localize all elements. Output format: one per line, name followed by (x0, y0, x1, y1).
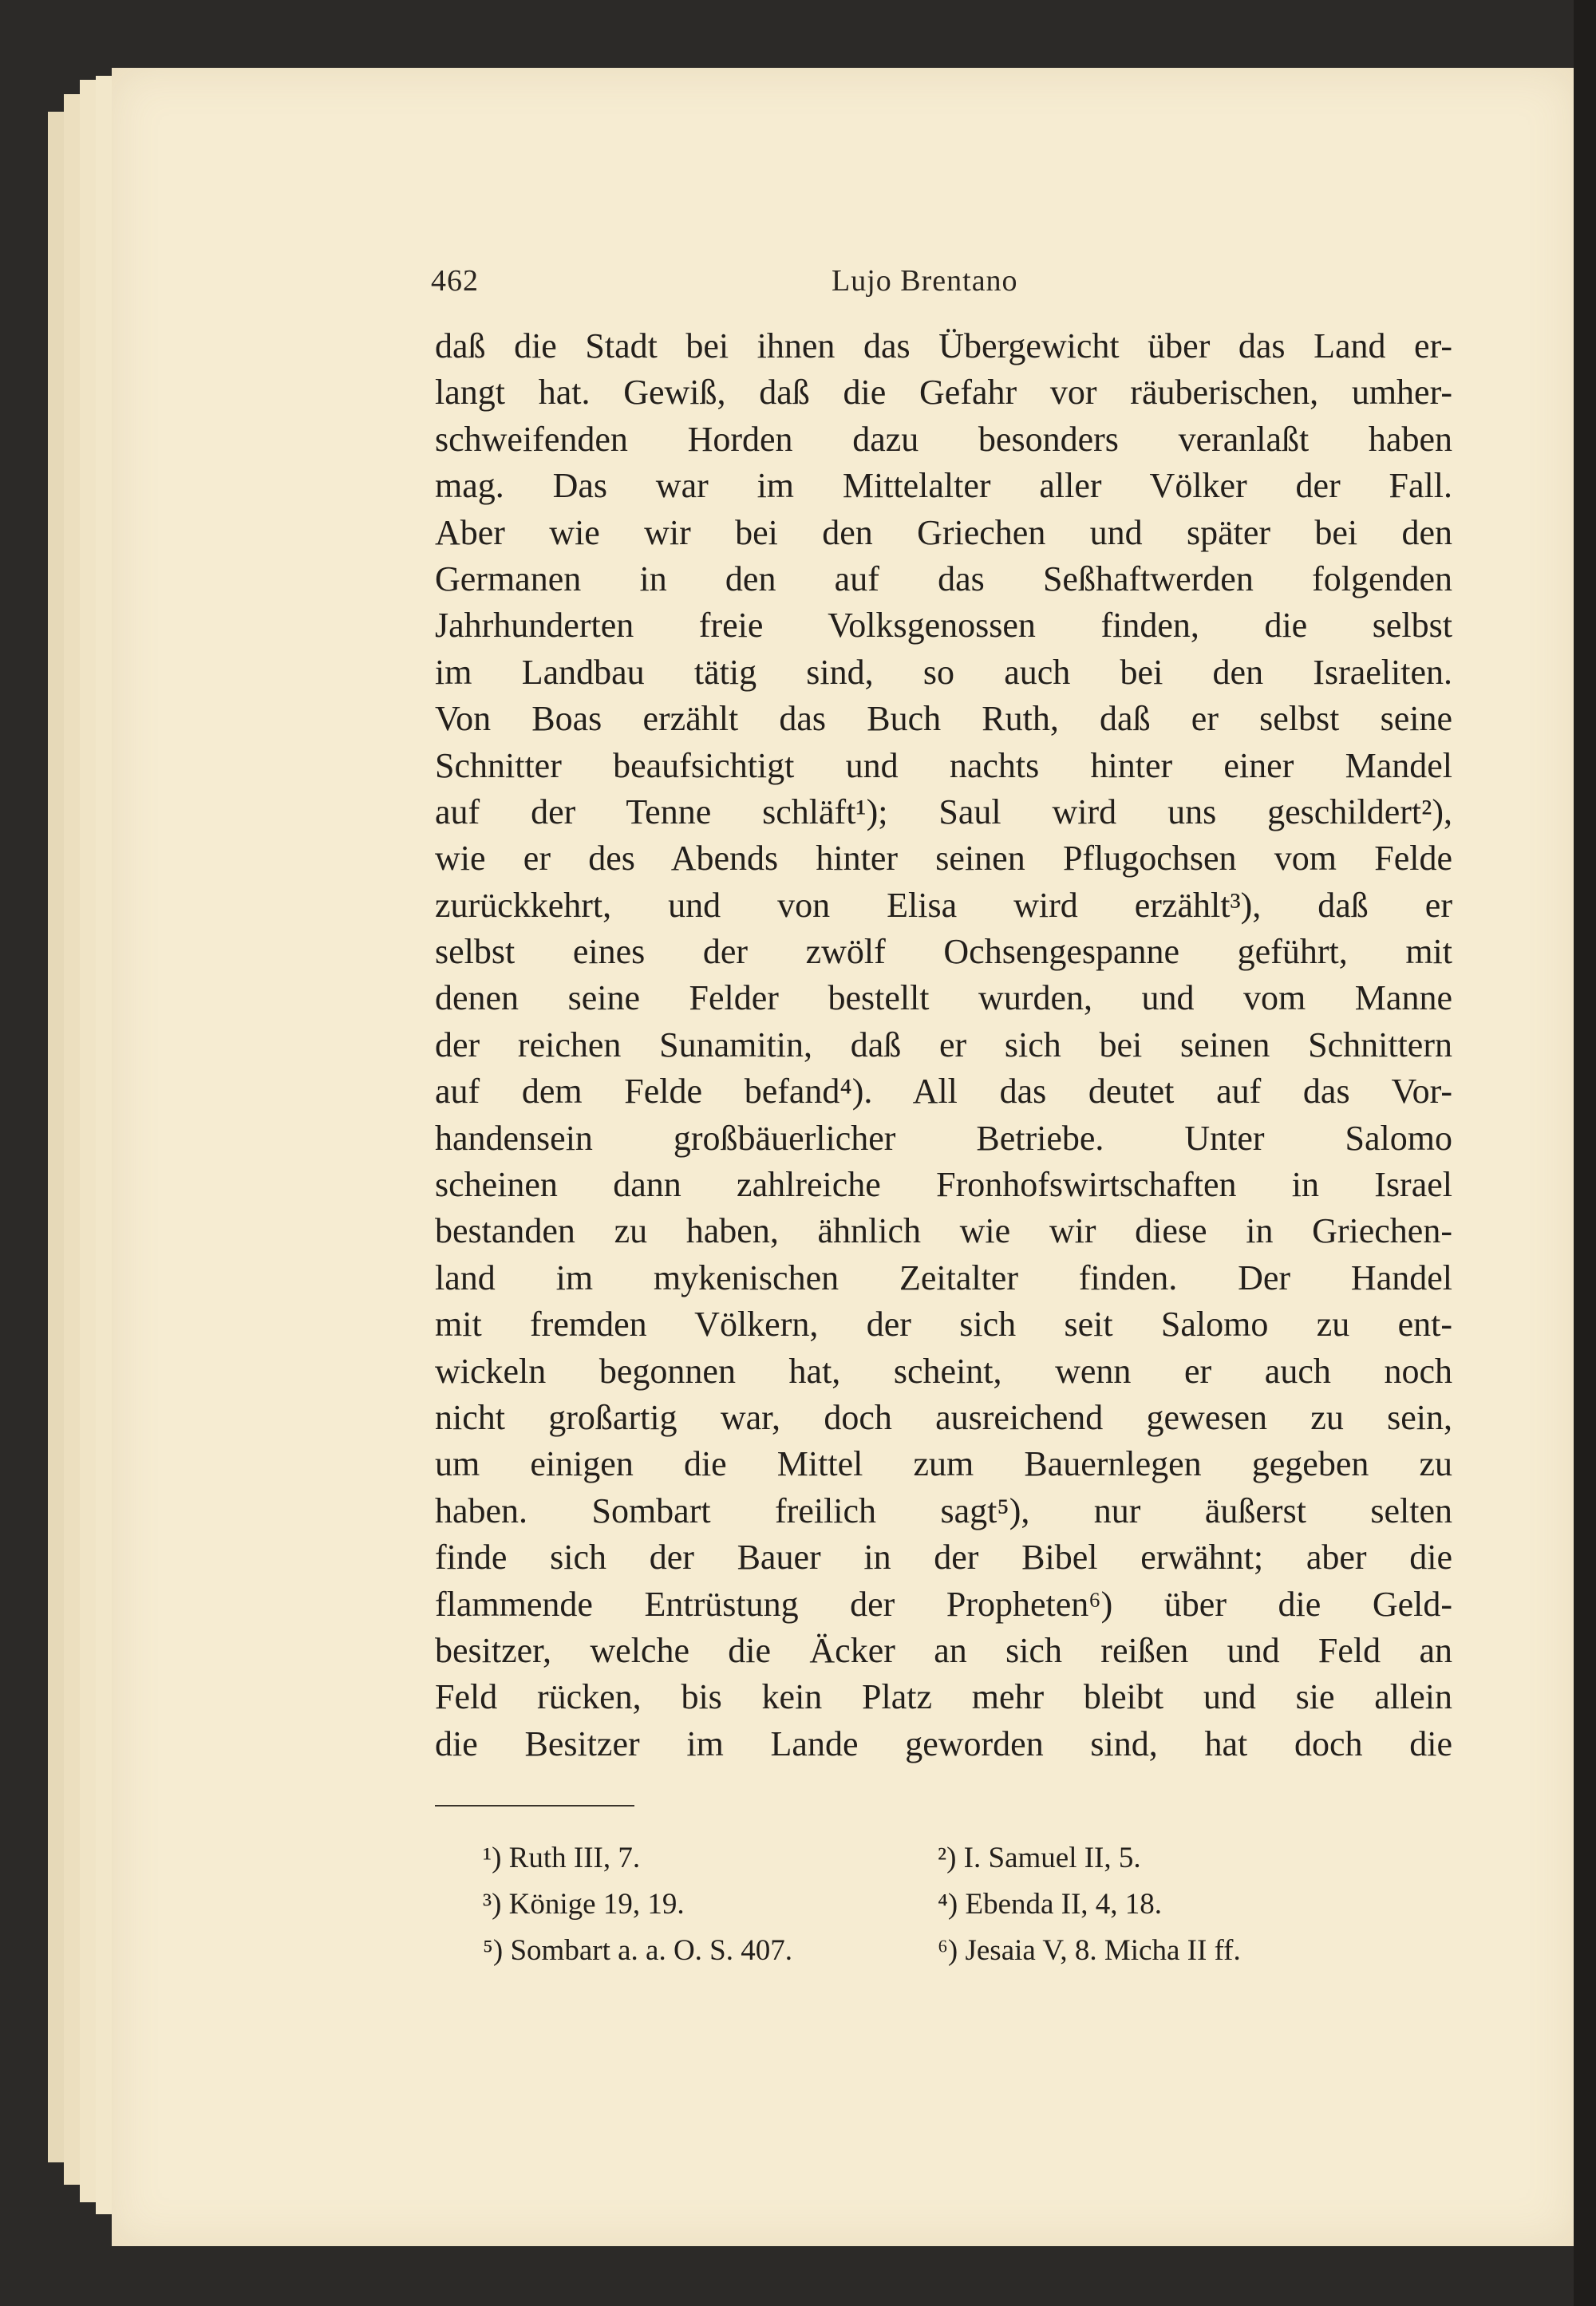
text-line: mit fremden Völkern, der sich seit Salomo zu ent- (435, 1305, 1452, 1345)
text-line: auf dem Felde befand⁴). All das deutet auf das Vor- (435, 1072, 1452, 1112)
body-text (435, 323, 1452, 1767)
text-line: Aber wie wir bei den Griechen und später bei den (435, 512, 1452, 552)
footnote-row (483, 1882, 1456, 1928)
footnote: ⁴) Ebenda II, 4, 18. (938, 1888, 1163, 1921)
footnote: ³) Könige 19, 19. (483, 1888, 685, 1921)
text-line: die Besitzer im Lande geworden sind, hat doch die (435, 1724, 1452, 1763)
text-line: Germanen in den auf das Seßhaftwerden folgenden (435, 559, 1452, 598)
text-line: flammende Entrüstung der Propheten⁶) über die Geld- (435, 1584, 1452, 1624)
footnote-row (483, 1928, 1456, 1974)
text-line: zurückkehrt, und von Elisa wird erzählt³), daß er (435, 885, 1452, 925)
text-line: um einigen die Mittel zum Bauernlegen gegeben zu (435, 1444, 1452, 1484)
header-author: Lujo Brentano (832, 264, 1018, 298)
page-number: 462 (431, 264, 479, 298)
text-line: mag. Das war im Mittelalter aller Völker der Fall. (435, 466, 1452, 506)
footnote: ²) I. Samuel II, 5. (938, 1842, 1141, 1874)
text-line: selbst eines der zwölf Ochsengespanne geführt, mit (435, 932, 1452, 972)
text-line: Feld rücken, bis kein Platz mehr bleibt und sie allein (435, 1677, 1452, 1717)
footnotes (483, 1835, 1456, 1974)
book-binding (1574, 0, 1596, 2306)
footnote: ⁶) Jesaia V, 8. Micha II ff. (938, 1934, 1241, 1967)
text-line: Schnitter beaufsichtigt und nachts hinter einer Mandel (435, 745, 1452, 785)
text-line: besitzer, welche die Äcker an sich reißen und Feld an (435, 1630, 1452, 1670)
text-line: im Landbau tätig sind, so auch bei den Israeliten. (435, 652, 1452, 692)
text-line: schweifenden Horden dazu besonders veranlaßt haben (435, 419, 1452, 459)
text-line: Jahrhunderten freie Volksgenossen finden, die selbst (435, 606, 1452, 646)
text-line: denen seine Felder bestellt wurden, und vom Manne (435, 978, 1452, 1018)
text-line: handensein großbäuerlicher Betriebe. Unter Salomo (435, 1118, 1452, 1158)
text-line: auf der Tenne schläft¹); Saul wird uns geschildert²), (435, 792, 1452, 831)
text-line: der reichen Sunamitin, daß er sich bei seinen Schnittern (435, 1025, 1452, 1064)
text-line: land im mykenischen Zeitalter finden. Der Handel (435, 1258, 1452, 1297)
footnote-row (483, 1835, 1456, 1882)
text-line: Von Boas erzählt das Buch Ruth, daß er selbst seine (435, 699, 1452, 739)
footnote: ¹) Ruth III, 7. (483, 1842, 641, 1874)
text-line: scheinen dann zahlreiche Fronhofswirtschaften in Israel (435, 1165, 1452, 1205)
running-head (431, 263, 1452, 311)
text-line: langt hat. Gewiß, daß die Gefahr vor räuberischen, umher- (435, 373, 1452, 413)
text-line: bestanden zu haben, ähnlich wie wir diese in Griechen- (435, 1211, 1452, 1251)
footnote: ⁵) Sombart a. a. O. S. 407. (483, 1934, 792, 1967)
text-line: wie er des Abends hinter seinen Pflugochsen vom Felde (435, 839, 1452, 879)
footnote-rule (435, 1805, 634, 1806)
text-line: haben. Sombart freilich sagt⁵), nur äußerst selten (435, 1491, 1452, 1530)
text-line: finde sich der Bauer in der Bibel erwähnt; aber die (435, 1538, 1452, 1577)
text-line: daß die Stadt bei ihnen das Übergewicht über das Land er- (435, 326, 1452, 365)
text-line: wickeln begonnen hat, scheint, wenn er auch noch (435, 1351, 1452, 1391)
text-line: nicht großartig war, doch ausreichend gewesen zu sein, (435, 1397, 1452, 1437)
